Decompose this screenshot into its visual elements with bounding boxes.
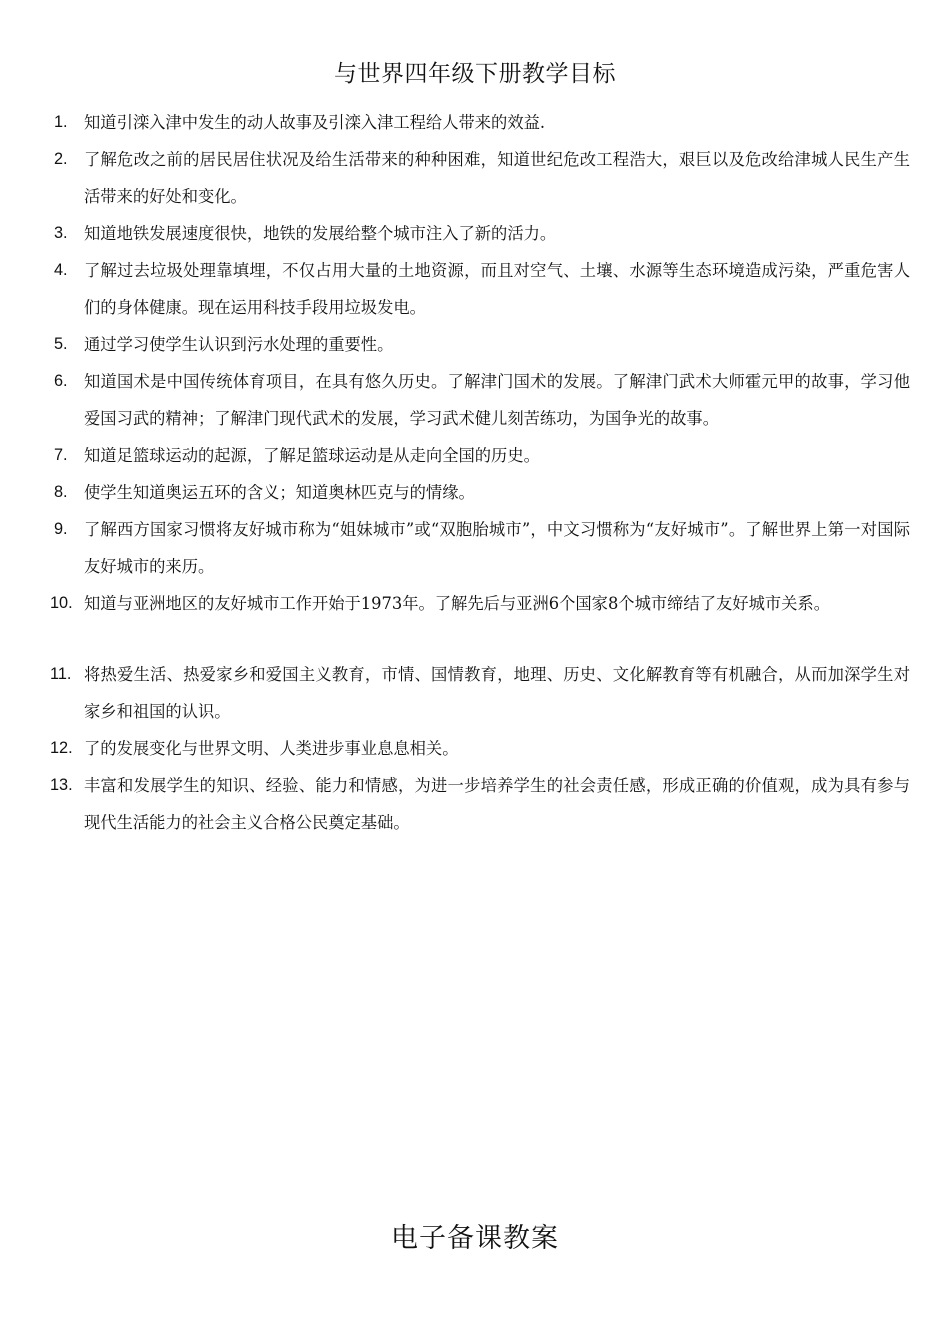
list-item-number: 7. [54,446,68,464]
list-item [50,767,910,841]
list-item-text: 知道国术是中国传统体育项目，在具有悠久历史。了解津门国术的发展。了解津门武术大师霍元甲的故事，学习他爱国习武的精神；了解津门现代武术的发展，学习武术健儿刻苦练功，为国争光的故事。 [84,372,910,428]
list-item-text: 知道地铁发展速度很快，地铁的发展给整个城市注入了新的活力。 [84,224,557,243]
list-item-number: 4. [54,261,68,279]
list-item-number: 5. [54,335,68,353]
list-item [50,656,910,730]
list-item-text: 了解危改之前的居民居住状况及给生活带来的种种困难，知道世纪危改工程浩大，艰巨以及危改给津城人民生产生活带来的好处和变化。 [84,150,910,206]
list-item-text: 了解过去垃圾处理靠填埋，不仅占用大量的土地资源，而且对空气、土壤、水源等生态环境造成污染，严重危害人们的身体健康。现在运用科技手段用垃圾发电。 [84,261,910,317]
list-item [50,730,910,767]
list-item [50,252,910,326]
list-item [50,511,910,585]
list-item-text: 丰富和发展学生的知识、经验、能力和情感，为进一步培养学生的社会责任感，形成正确的价值观，成为具有参与现代生活能力的社会主义合格公民奠定基础。 [84,776,910,832]
list-item-number: 6. [54,372,68,390]
list-item-number: 10. [50,594,73,612]
list-item-text: 知道与亚洲地区的友好城市工作开始于1973年。了解先后与亚洲6个国家8个城市缔结了友好城市关系。 [84,594,830,613]
document-title: 与世界四年级下册教学目标 [334,61,616,87]
list-item-number: 3. [54,224,68,242]
list-item-number: 11. [50,665,72,683]
footer-title: 电子备课教案 [391,1223,559,1254]
list-item-text: 知道引滦入津中发生的动人故事及引滦入津工程给人带来的效益. [84,113,546,132]
list-item-number: 1. [54,113,68,131]
list-item [50,437,910,474]
list-item-text: 通过学习使学生认识到污水处理的重要性。 [84,335,394,354]
list-item-number: 2. [54,150,68,168]
list-item-text: 使学生知道奥运五环的含义；知道奥林匹克与的情缘。 [84,483,475,502]
list-item-number: 13. [50,776,73,794]
list-item-text: 了解西方国家习惯将友好城市称为“姐妹城市”或“双胞胎城市”，中文习惯称为“友好城市”。了解世界上第一对国际友好城市的来历。 [84,520,910,576]
list-item [50,141,910,215]
list-item [50,104,910,141]
list-item [50,326,910,363]
list-item-text: 了的发展变化与世界文明、人类进步事业息息相关。 [84,739,459,758]
list-item [50,363,910,437]
teaching-goals-list [50,104,910,841]
list-item-text: 将热爱生活、热爱家乡和爱国主义教育，市情、国情教育，地理、历史、文化解教育等有机融合，从而加深学生对家乡和祖国的认识。 [84,665,910,721]
list-item [50,215,910,252]
list-item [50,585,910,622]
list-item-number: 9. [54,520,68,538]
list-item-text: 知道足篮球运动的起源，了解足篮球运动是从走向全国的历史。 [84,446,540,465]
list-item [50,474,910,511]
list-item-number: 12. [50,739,73,757]
list-item-number: 8. [54,483,68,501]
